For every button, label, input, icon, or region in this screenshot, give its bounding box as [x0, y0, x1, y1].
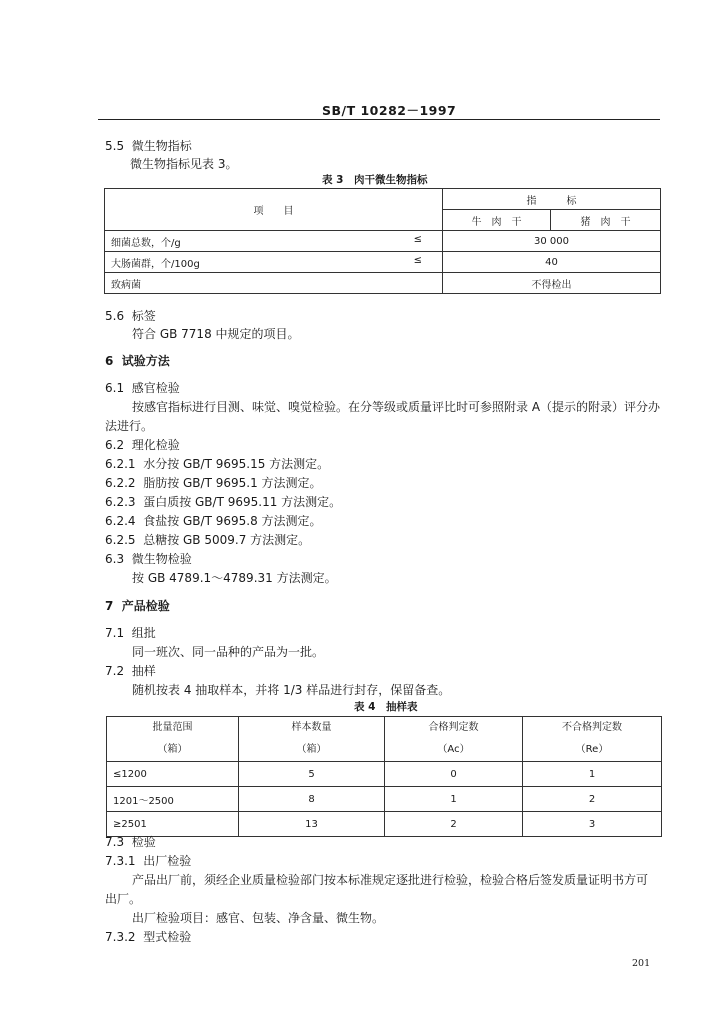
- table-cell: ≥2501: [107, 812, 239, 837]
- table-row: [105, 252, 661, 273]
- table3: [104, 188, 661, 294]
- table-cell: 1201～2500: [107, 787, 239, 812]
- section-5-5-heading: [105, 137, 192, 154]
- table-cell: 0: [385, 762, 523, 787]
- section-7-1-body: 同一班次、同一品种的产品为一批。: [132, 645, 325, 659]
- item-text: 总糖按 GB 5009.7 方法测定。: [143, 533, 311, 547]
- item-text: 蛋白质按 GB/T 9695.11 方法测定。: [143, 495, 342, 509]
- header-line: 合格判定数: [428, 722, 479, 733]
- list-item: [105, 455, 329, 472]
- row-item: 细菌总数，个/g: [111, 237, 181, 249]
- section-number: 5.5: [105, 139, 125, 153]
- item-number: 6.2.3: [105, 495, 136, 509]
- section-7-heading: [105, 597, 170, 614]
- section-title: 理化检验: [131, 438, 180, 452]
- header-line: 批量范围: [152, 722, 193, 733]
- section-number: 5.6: [105, 309, 125, 323]
- table-header-cell: [107, 717, 239, 762]
- table-cell: 5: [239, 762, 385, 787]
- header-rule: [98, 119, 660, 120]
- header-line: （箱）: [296, 744, 327, 755]
- table-cell: 1: [385, 787, 523, 812]
- row-item: 大肠菌群，个/100g: [111, 258, 200, 270]
- table-cell: [105, 273, 443, 294]
- section-number: 7.2: [105, 664, 125, 678]
- table3-caption: 表 3 肉干微生物指标: [322, 174, 428, 186]
- section-5-6-body: 符合 GB 7718 中规定的项目。: [132, 327, 300, 341]
- table-row: [107, 812, 662, 837]
- table-cell: 13: [239, 812, 385, 837]
- section-7-3-1-body-line2: 出厂。: [105, 892, 142, 906]
- item-number: 6.2.1: [105, 457, 136, 471]
- table-cell: 40: [443, 252, 661, 273]
- section-6-1-body-line1: 按感官指标进行目测、味觉、嗅觉检验。在分等级或质量评比时可参照附录 A（提示的附录）评分办: [132, 400, 661, 414]
- header-line: 不合格判定数: [562, 722, 622, 733]
- table4-caption: 表 4 抽样表: [354, 701, 418, 713]
- item-text: 食盐按 GB/T 9695.8 方法测定。: [143, 514, 322, 528]
- header-line: （Ac）: [437, 744, 470, 755]
- row-symbol: ≤: [413, 233, 422, 245]
- section-6-2-heading: [105, 436, 180, 453]
- table-cell: 2: [385, 812, 523, 837]
- section-number: 7.3: [105, 835, 125, 849]
- section-title: 微生物指标: [131, 139, 192, 153]
- table-cell: [105, 231, 443, 252]
- table-cell: 3: [523, 812, 662, 837]
- table-cell: 30 000: [443, 231, 661, 252]
- table-cell: [105, 252, 443, 273]
- table-cell: 2: [523, 787, 662, 812]
- table-row: [105, 189, 661, 210]
- standard-number: SB/T 10282－1997: [322, 103, 457, 118]
- list-item: [105, 474, 322, 491]
- section-7-3-1-heading: [105, 852, 191, 869]
- table-header-cell: [523, 717, 662, 762]
- section-number: 6.2: [105, 438, 125, 452]
- table-cell: ≤1200: [107, 762, 239, 787]
- section-title: 感官检验: [131, 381, 180, 395]
- list-item: [105, 493, 341, 510]
- table-header-cell: 项 目: [105, 189, 443, 231]
- item-number: 6.2.4: [105, 514, 136, 528]
- table-row: [105, 273, 661, 294]
- section-number: 7.1: [105, 626, 125, 640]
- section-number: 6.1: [105, 381, 125, 395]
- list-item: [105, 512, 322, 529]
- header-line: （箱）: [157, 744, 188, 755]
- table-header-cell: 牛 肉 干: [443, 210, 551, 231]
- table-header-cell: 猪 肉 干: [551, 210, 661, 231]
- section-5-6-heading: [105, 307, 156, 324]
- table-row: [107, 787, 662, 812]
- section-title: 检验: [131, 835, 156, 849]
- table-header-cell: [385, 717, 523, 762]
- table-row: [107, 762, 662, 787]
- section-title: 型式检验: [143, 930, 192, 944]
- section-5-5-body: 微生物指标见表 3。: [130, 157, 238, 171]
- table-header-cell: [239, 717, 385, 762]
- header-line: （Re）: [575, 744, 609, 755]
- section-6-3-body: 按 GB 4789.1～4789.31 方法测定。: [132, 571, 337, 585]
- table-header-cell: 指 标: [443, 189, 661, 210]
- section-6-1-heading: [105, 379, 180, 396]
- section-number: 7.3.1: [105, 854, 136, 868]
- list-item: [105, 531, 310, 548]
- table-cell: 1: [523, 762, 662, 787]
- section-title: 标签: [131, 309, 156, 323]
- section-number: 6.3: [105, 552, 125, 566]
- section-7-3-1-body-line3: 出厂检验项目：感官、包装、净含量、微生物。: [132, 911, 385, 925]
- section-title: 试验方法: [121, 354, 170, 368]
- section-6-heading: [105, 352, 170, 369]
- section-7-3-1-body-line1: 产品出厂前，须经企业质量检验部门按本标准规定逐批进行检验，检验合格后签发质量证明书方可: [132, 873, 649, 887]
- header-line: 样本数量: [291, 722, 332, 733]
- section-title: 出厂检验: [143, 854, 192, 868]
- section-7-3-heading: [105, 833, 156, 850]
- table-cell: 8: [239, 787, 385, 812]
- table-row: [107, 717, 662, 762]
- section-title: 产品检验: [121, 599, 170, 613]
- table-cell: 不得检出: [443, 273, 661, 294]
- section-number: 7.3.2: [105, 930, 136, 944]
- item-number: 6.2.5: [105, 533, 136, 547]
- section-6-1-body-line2: 法进行。: [105, 419, 154, 433]
- section-number: 6: [105, 354, 114, 368]
- section-title: 组批: [131, 626, 156, 640]
- table-row: [105, 231, 661, 252]
- page-number: 201: [632, 958, 651, 969]
- section-7-2-body: 随机按表 4 抽取样本，并将 1/3 样品进行封存，保留备查。: [132, 683, 451, 697]
- row-symbol: ≤: [413, 254, 422, 266]
- section-7-2-heading: [105, 662, 156, 679]
- section-title: 微生物检验: [131, 552, 192, 566]
- section-6-3-heading: [105, 550, 192, 567]
- section-number: 7: [105, 599, 114, 613]
- item-text: 水分按 GB/T 9695.15 方法测定。: [143, 457, 330, 471]
- section-7-1-heading: [105, 624, 156, 641]
- section-title: 抽样: [131, 664, 156, 678]
- item-number: 6.2.2: [105, 476, 136, 490]
- item-text: 脂肪按 GB/T 9695.1 方法测定。: [143, 476, 322, 490]
- table4: [106, 716, 662, 837]
- section-7-3-2-heading: [105, 928, 191, 945]
- row-item: 致病菌: [111, 279, 141, 291]
